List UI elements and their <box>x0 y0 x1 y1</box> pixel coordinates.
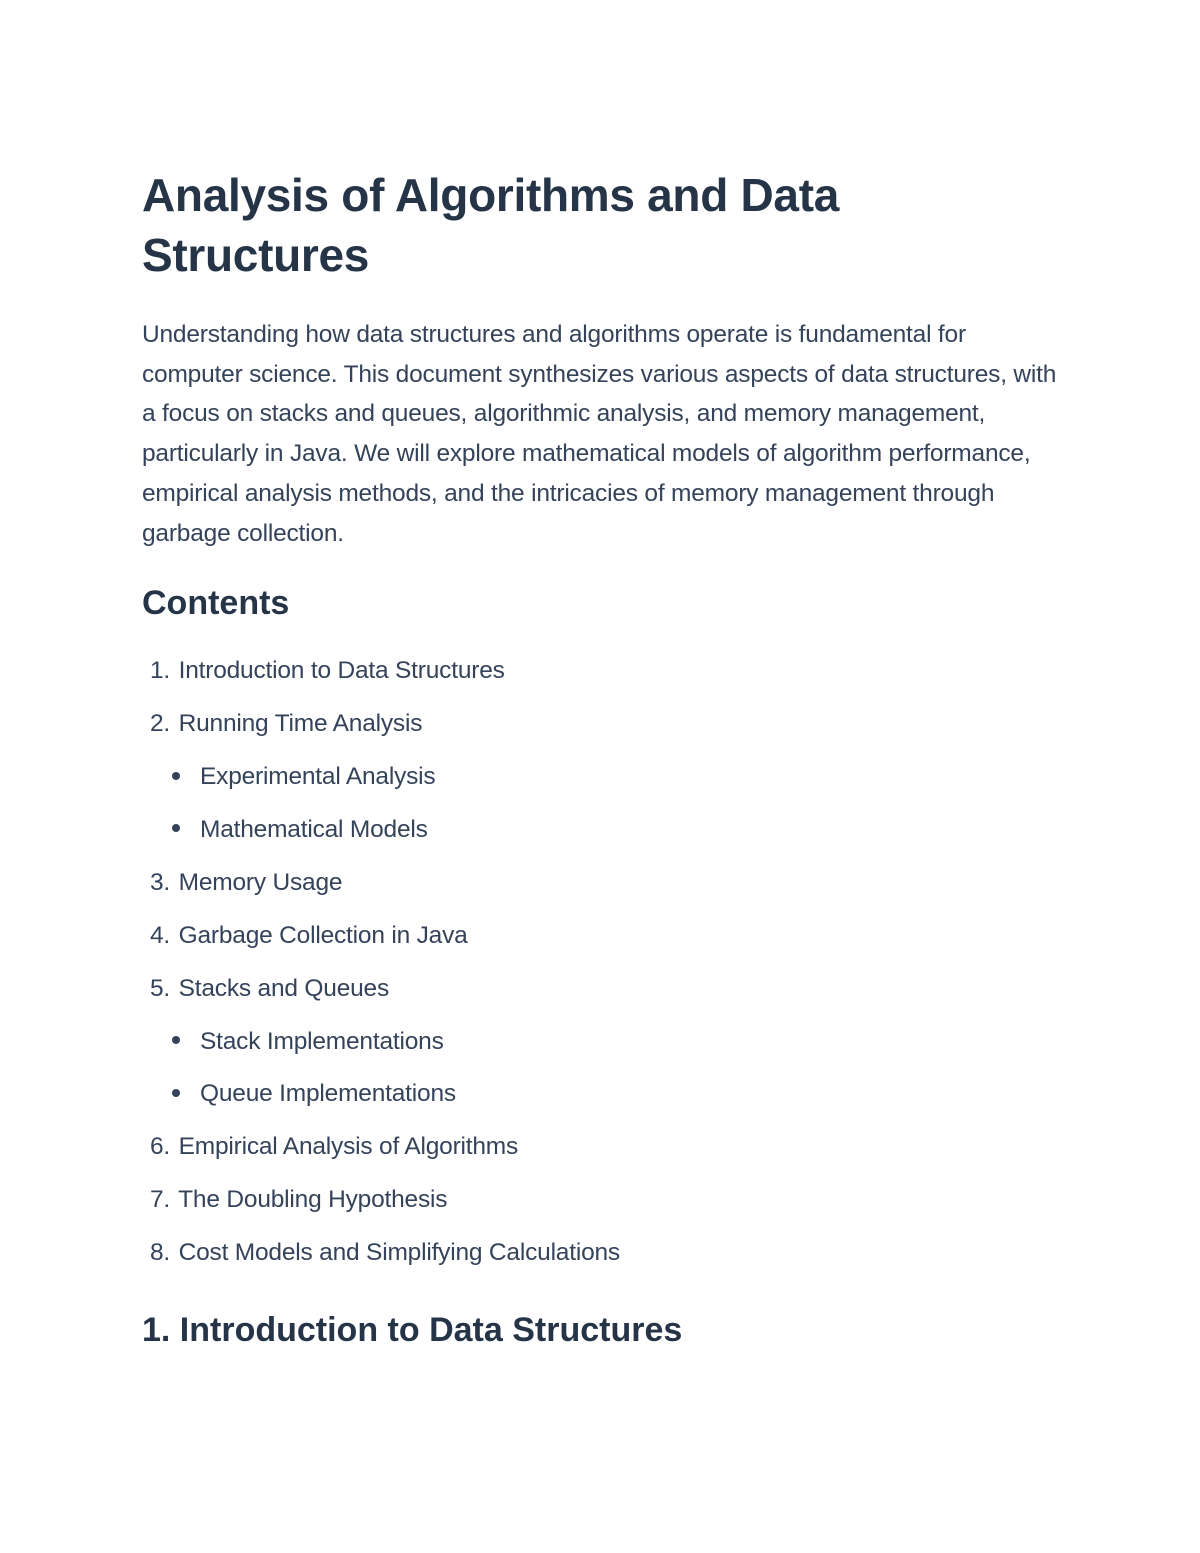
toc-subitem-label: Mathematical Models <box>200 815 428 843</box>
document-title: Analysis of Algorithms and Data Structures <box>142 169 840 281</box>
toc-item-label: Garbage Collection in Java <box>178 921 468 949</box>
toc-subitem-queue-implementations[interactable] <box>142 1068 1072 1121</box>
toc-item-6[interactable] <box>142 1121 1072 1174</box>
toc-item-5[interactable] <box>142 963 1072 1016</box>
intro-paragraph: Understanding how data structures and algorithms operate is fundamental for computer science. This document synthesizes various aspects of data structures, with a focus on stacks and queues, algorithmic analysis, and memory management, particularly in Java. We will explore mathematical models of algorithm performance, empirical analysis methods, and the intricacies of memory management through garbage collection. <box>142 321 1057 547</box>
bullet-icon <box>172 1089 180 1097</box>
table-of-contents <box>142 645 1072 1280</box>
toc-subitem-label: Experimental Analysis <box>200 763 436 791</box>
toc-item-1[interactable] <box>142 645 1072 698</box>
toc-item-number: 7. <box>149 1186 170 1214</box>
toc-item-3[interactable] <box>142 857 1072 910</box>
toc-item-label: The Doubling Hypothesis <box>178 1186 448 1214</box>
toc-item-label: Empirical Analysis of Algorithms <box>178 1133 519 1161</box>
toc-item-label: Cost Models and Simplifying Calculations <box>178 1239 620 1267</box>
toc-subitem-experimental-analysis[interactable] <box>142 751 1072 804</box>
toc-item-label: Introduction to Data Structures <box>178 657 505 685</box>
toc-item-number: 8. <box>149 1239 170 1267</box>
toc-item-label: Memory Usage <box>178 868 343 896</box>
document-page <box>142 165 1072 1354</box>
toc-item-number: 1. <box>149 657 170 685</box>
toc-subitem-stack-implementations[interactable] <box>142 1016 1072 1069</box>
section-heading-introduction: 1. Introduction to Data Structures <box>142 1311 683 1350</box>
toc-subitem-label: Queue Implementations <box>200 1080 456 1108</box>
toc-item-2[interactable] <box>142 698 1072 751</box>
toc-item-label: Stacks and Queues <box>178 974 390 1002</box>
toc-item-number: 6. <box>149 1133 170 1161</box>
toc-item-label: Running Time Analysis <box>178 710 423 738</box>
contents-heading: Contents <box>142 584 290 623</box>
toc-subitem-label: Stack Implementations <box>200 1027 444 1055</box>
toc-item-8[interactable] <box>142 1227 1072 1280</box>
toc-item-4[interactable] <box>142 910 1072 963</box>
toc-item-number: 5. <box>149 974 170 1002</box>
bullet-icon <box>172 772 180 780</box>
bullet-icon <box>172 824 180 832</box>
toc-item-number: 4. <box>149 921 170 949</box>
bullet-icon <box>172 1036 180 1044</box>
toc-item-7[interactable] <box>142 1174 1072 1227</box>
toc-item-number: 2. <box>149 710 170 738</box>
toc-item-number: 3. <box>149 868 170 896</box>
toc-subitem-mathematical-models[interactable] <box>142 804 1072 857</box>
